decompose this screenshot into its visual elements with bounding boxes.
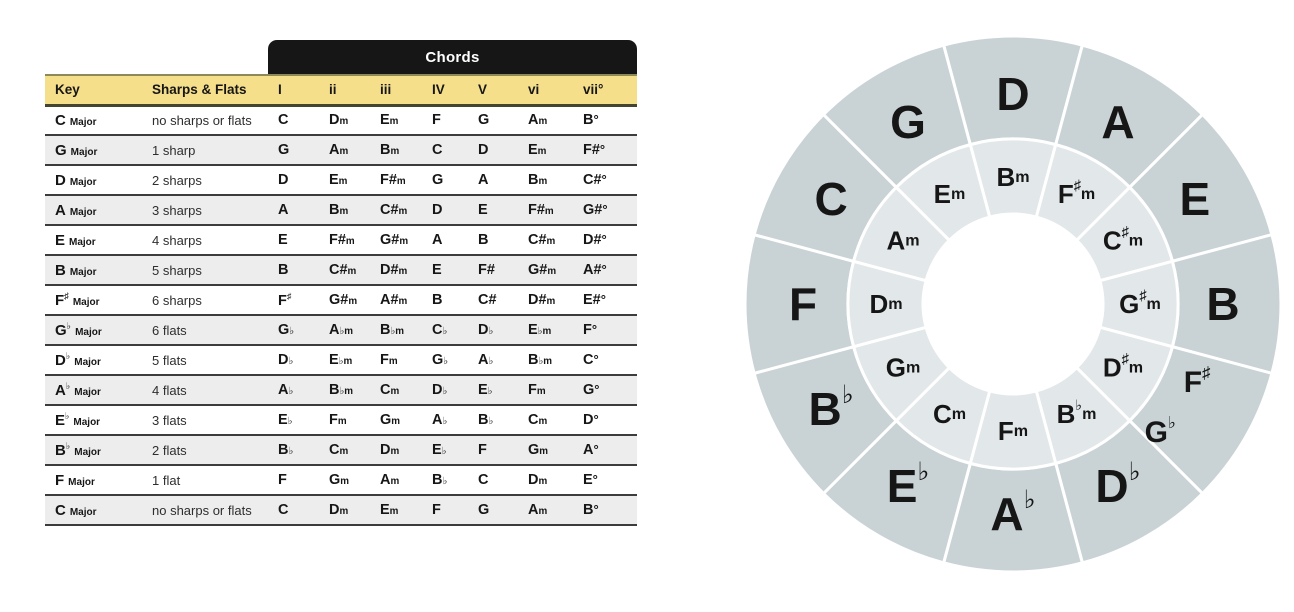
sharps-flats-cell: 6 flats xyxy=(152,322,187,338)
chord-cell: F#° xyxy=(583,142,606,158)
chord-cell: F#m xyxy=(528,202,554,218)
key-cell: G♭Major xyxy=(55,321,102,339)
table-row xyxy=(45,435,637,465)
key-cell: B Major xyxy=(55,261,97,279)
table-row xyxy=(45,255,637,285)
sharps-flats-cell: 5 flats xyxy=(152,352,187,368)
chord-cell: Fm xyxy=(329,412,347,428)
chord-cell: B♭ xyxy=(278,442,294,458)
chord-cell: F#m xyxy=(329,232,355,248)
chord-cell: Dm xyxy=(329,112,349,129)
chord-cell: B° xyxy=(583,112,599,129)
key-suffix: Major xyxy=(69,176,97,188)
chord-cell: D♭ xyxy=(432,382,448,398)
chord-cell: G#° xyxy=(583,202,608,218)
key-chords-table xyxy=(45,74,637,526)
minor-key-label: Am xyxy=(886,225,920,256)
key-suffix: Major xyxy=(68,476,95,488)
column-header: I xyxy=(278,82,282,98)
chord-cell: D#m xyxy=(380,262,408,278)
table-row xyxy=(45,105,637,135)
chord-cell: Dm xyxy=(329,502,349,518)
chord-cell: B♭m xyxy=(528,352,553,368)
major-key-label: D♭ xyxy=(1095,458,1141,512)
key-suffix: Major xyxy=(73,417,101,428)
chord-cell: B xyxy=(478,232,489,248)
chord-cell: A#° xyxy=(583,262,607,278)
chord-cell: A♭ xyxy=(432,412,448,428)
chord-cell: C xyxy=(478,472,489,488)
key-cell: E Major xyxy=(55,231,96,249)
minor-key-label: Em xyxy=(933,179,966,210)
chord-cell: Dm xyxy=(380,442,400,458)
chord-cell: E xyxy=(432,262,442,278)
sharps-flats-cell: 4 sharps xyxy=(152,232,202,248)
chord-cell: G#m xyxy=(528,262,557,278)
chord-cell: C° xyxy=(583,352,599,368)
minor-key-label: Dm xyxy=(869,289,903,319)
chord-cell: Gm xyxy=(528,442,549,458)
chord-cell: A° xyxy=(583,442,599,458)
table-row xyxy=(45,495,637,525)
column-header: iii xyxy=(380,82,392,98)
chord-cell: C xyxy=(278,112,289,129)
chord-cell: F° xyxy=(583,322,598,338)
chord-cell: A#m xyxy=(380,292,408,308)
sharps-flats-cell: 3 flats xyxy=(152,412,187,428)
chord-cell: C# xyxy=(478,292,497,308)
chord-cell: G♭ xyxy=(432,352,449,368)
minor-key-label: Gm xyxy=(885,352,921,383)
major-key-label: A xyxy=(1101,96,1135,149)
major-key-label: G xyxy=(890,96,926,149)
minor-key-label: Fm xyxy=(997,416,1029,446)
minor-key-label: $F^♯_m$ xyxy=(1057,178,1096,210)
chord-cell: G#m xyxy=(380,232,409,248)
chord-cell: Em xyxy=(329,172,348,188)
chord-cell: E♭m xyxy=(528,322,552,338)
chord-cell: Bm xyxy=(380,142,400,158)
key-suffix: Major xyxy=(74,447,101,458)
chord-cell: F♯ xyxy=(278,291,292,309)
major-key-label: A♭ xyxy=(990,486,1036,540)
chord-cell: C#° xyxy=(583,172,607,188)
column-header: Key xyxy=(55,82,80,98)
chord-cell: F xyxy=(478,442,487,458)
key-suffix: Major xyxy=(69,116,97,128)
chord-cell: E#° xyxy=(583,292,606,308)
key-cell: F Major xyxy=(55,471,95,489)
table-row xyxy=(45,225,637,255)
chord-cell: D♭ xyxy=(478,322,494,338)
sharps-flats-cell: 5 sharps xyxy=(152,262,202,278)
column-header: ii xyxy=(329,82,337,98)
chord-cell: Em xyxy=(528,142,547,158)
key-suffix: Major xyxy=(70,146,98,158)
chord-cell: D♭ xyxy=(278,352,294,368)
key-suffix: Major xyxy=(72,297,100,308)
chord-cell: Am xyxy=(329,142,349,158)
table-row xyxy=(45,465,637,495)
table-row xyxy=(45,315,637,345)
chord-cell: F xyxy=(278,472,287,488)
table-row xyxy=(45,135,637,165)
minor-key-label: Cm xyxy=(932,398,967,429)
major-key-label: B xyxy=(1206,278,1240,330)
chord-cell: C#m xyxy=(329,262,357,278)
chord-cell: E♭ xyxy=(432,442,447,458)
major-key-label: F♯ xyxy=(1183,364,1211,399)
chord-cell: E° xyxy=(583,472,598,488)
key-cell: F♯Major xyxy=(55,291,100,309)
key-cell: A♭Major xyxy=(55,381,101,399)
table-header-row xyxy=(45,75,637,105)
chord-cell: Fm xyxy=(380,352,398,368)
chord-cell: C xyxy=(432,142,443,158)
chord-cell: C#m xyxy=(528,232,556,248)
chord-cell: C#m xyxy=(380,202,408,218)
chord-cell: G xyxy=(432,172,444,188)
chord-cell: D#m xyxy=(528,292,556,308)
chord-cell: Bm xyxy=(329,202,349,218)
chords-header-bar xyxy=(268,40,637,74)
key-cell: B♭Major xyxy=(55,441,101,459)
column-header: Sharps & Flats xyxy=(152,82,247,98)
chord-cell: G° xyxy=(583,382,600,398)
chord-cell: C♭ xyxy=(432,322,448,338)
key-suffix: Major xyxy=(69,236,96,248)
minor-key-label: $C^♯_m$ xyxy=(1102,224,1144,256)
chord-cell: Dm xyxy=(528,472,548,488)
key-cell: E♭Major xyxy=(55,411,101,429)
column-header: vi xyxy=(528,82,540,98)
key-cell: A Major xyxy=(55,201,97,219)
key-suffix: Major xyxy=(69,266,97,278)
major-key-label: D xyxy=(996,68,1030,120)
sharps-flats-cell: no sharps or flats xyxy=(152,502,252,518)
key-suffix: Major xyxy=(75,327,102,338)
chord-cell: G xyxy=(478,112,490,129)
chord-cell: D#° xyxy=(583,232,607,248)
table-row xyxy=(45,345,637,375)
table-row xyxy=(45,285,637,315)
minor-key-label: Bm xyxy=(996,162,1030,192)
sharps-flats-cell: no sharps or flats xyxy=(152,112,252,128)
chord-cell: F# xyxy=(478,262,495,278)
sharps-flats-cell: 3 sharps xyxy=(152,202,202,218)
table-row xyxy=(45,375,637,405)
chord-cell: A♭ xyxy=(278,382,294,398)
key-cell: G Major xyxy=(55,141,98,159)
chord-cell: A♭ xyxy=(478,352,494,368)
key-suffix: Major xyxy=(74,387,101,398)
major-key-label: B♭ xyxy=(808,381,854,435)
chord-cell: Bm xyxy=(528,172,548,188)
chord-cell: E xyxy=(478,202,488,218)
chord-cell: Cm xyxy=(528,412,548,428)
minor-key-label: $G^♯_m$ xyxy=(1119,288,1161,319)
chord-cell: D xyxy=(432,202,443,218)
chord-cell: E♭m xyxy=(329,352,353,368)
chord-cell: E♭ xyxy=(478,382,493,398)
table-row xyxy=(45,165,637,195)
chord-cell: B xyxy=(278,262,289,278)
chord-cell: A xyxy=(432,232,443,248)
column-header: vii° xyxy=(583,82,604,98)
circle-of-fifths-panel xyxy=(733,24,1293,584)
chord-cell: D xyxy=(278,172,289,188)
chord-cell: A xyxy=(278,202,289,218)
major-key-label: F xyxy=(788,278,818,330)
chord-cell: F#m xyxy=(380,172,406,188)
chord-cell: Cm xyxy=(380,382,400,398)
major-key-label: E xyxy=(1179,173,1211,225)
chord-cell: G xyxy=(278,142,290,158)
sharps-flats-cell: 2 sharps xyxy=(152,172,202,188)
chords-header-label: Chords xyxy=(425,48,480,66)
chord-cell: G♭ xyxy=(278,322,295,338)
chord-cell: G xyxy=(478,502,490,518)
table-row xyxy=(45,195,637,225)
chord-cell: D° xyxy=(583,412,599,428)
chord-cell: Fm xyxy=(528,382,546,398)
chord-cell: Am xyxy=(528,502,548,518)
chord-cell: B♭m xyxy=(380,322,405,338)
chord-cell: B xyxy=(432,292,443,308)
chord-cell: F xyxy=(432,502,441,518)
key-cell: C Major xyxy=(55,111,97,129)
key-chords-table-panel xyxy=(45,40,637,526)
sharps-flats-cell: 1 flat xyxy=(152,472,181,488)
column-header: IV xyxy=(432,82,445,98)
sharps-flats-cell: 1 sharp xyxy=(152,142,196,158)
key-suffix: Major xyxy=(69,506,97,518)
chord-cell: Em xyxy=(380,112,399,129)
chord-cell: Gm xyxy=(380,412,401,428)
circle-of-fifths xyxy=(733,24,1293,584)
chord-cell: B° xyxy=(583,502,599,518)
key-suffix: Major xyxy=(74,357,101,368)
chord-cell: Am xyxy=(380,472,400,488)
chord-cell: Em xyxy=(380,502,399,518)
chord-cell: B♭ xyxy=(478,412,494,428)
sharps-flats-cell: 2 flats xyxy=(152,442,187,458)
major-key-label: E♭ xyxy=(886,458,930,512)
chord-cell: A♭m xyxy=(329,322,354,338)
major-key-label: C xyxy=(814,173,848,225)
chord-cell: Cm xyxy=(329,442,349,458)
chord-cell: Gm xyxy=(329,472,350,488)
chord-cell: C xyxy=(278,502,289,518)
chord-cell: B♭ xyxy=(432,472,448,488)
key-cell: D♭Major xyxy=(55,351,101,369)
key-cell: C Major xyxy=(55,501,97,519)
major-key-label: G♭ xyxy=(1144,413,1176,449)
column-header: V xyxy=(478,82,488,98)
minor-key-label: $B^♭_m$ xyxy=(1056,398,1097,429)
key-suffix: Major xyxy=(69,206,97,218)
sharps-flats-cell: 6 sharps xyxy=(152,292,202,308)
chord-cell: E♭ xyxy=(278,412,293,428)
chord-cell: B♭m xyxy=(329,382,354,398)
chord-cell: E xyxy=(278,232,288,248)
minor-key-label: $D^♯_m$ xyxy=(1102,351,1144,383)
chord-cell: Am xyxy=(528,112,548,129)
table-row xyxy=(45,405,637,435)
key-cell: D Major xyxy=(55,171,97,189)
chord-cell: F xyxy=(432,112,441,129)
chord-cell: D xyxy=(478,142,489,158)
chord-cell: G#m xyxy=(329,292,358,308)
sharps-flats-cell: 4 flats xyxy=(152,382,187,398)
chord-cell: A xyxy=(478,172,489,188)
